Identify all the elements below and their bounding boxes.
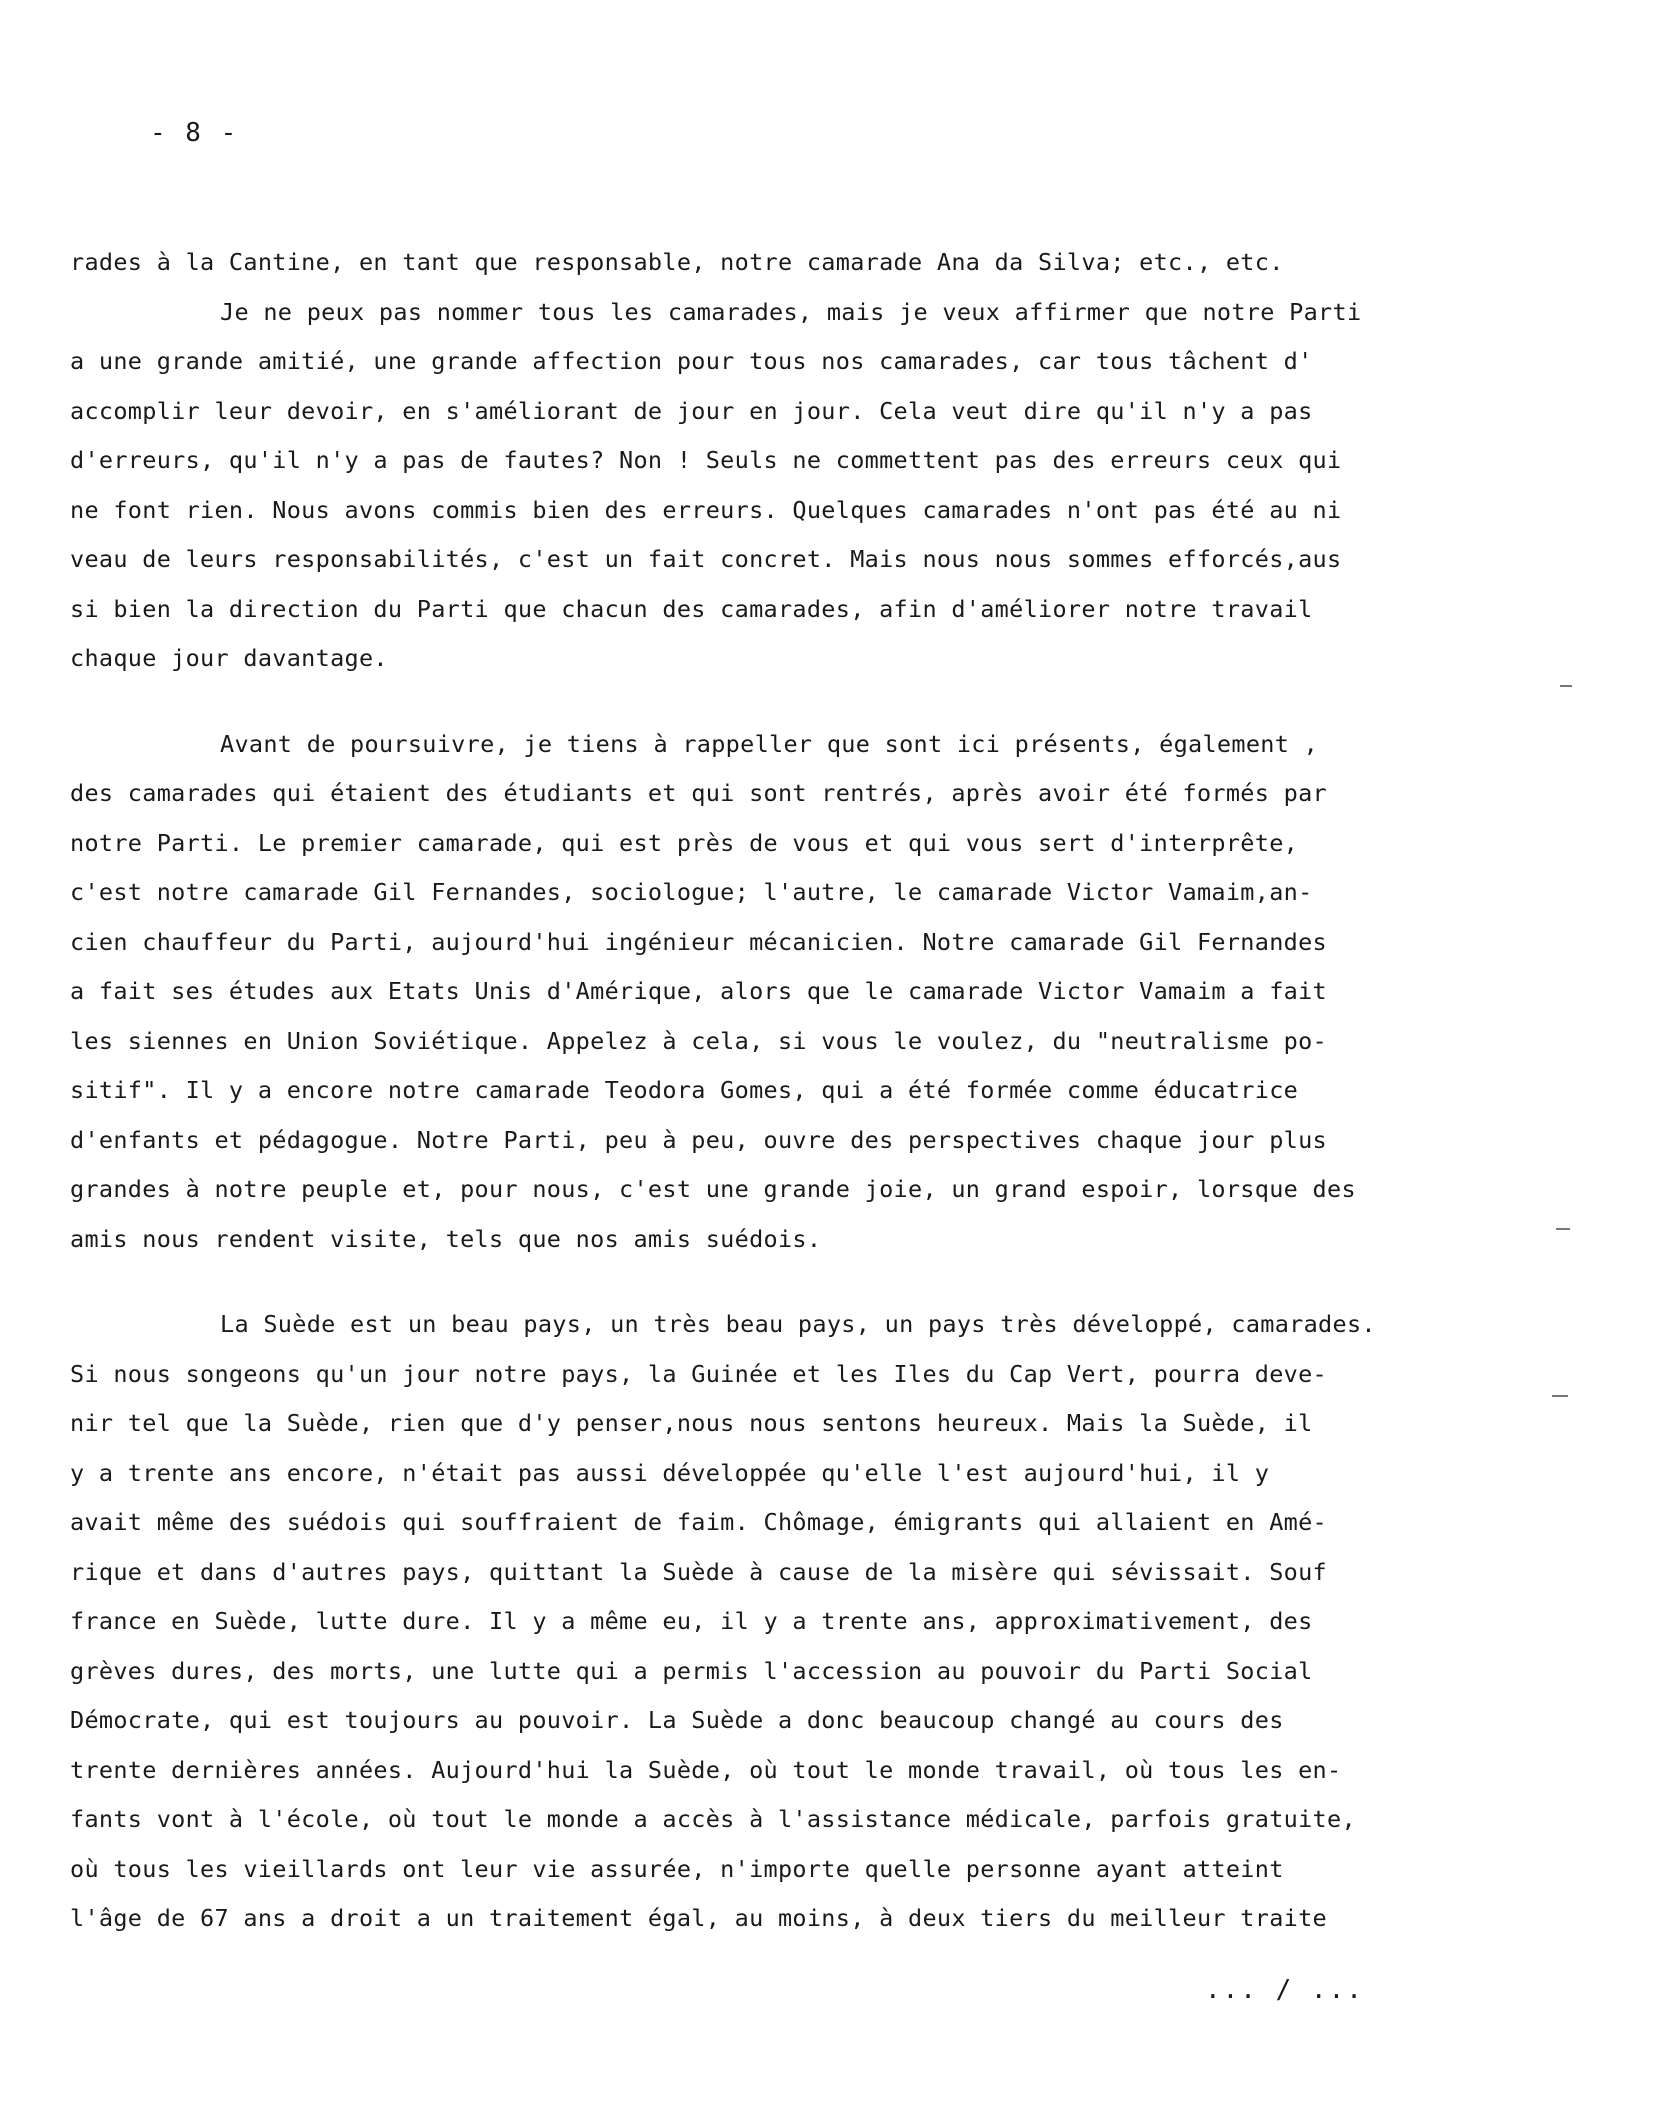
text-line: c'est notre camarade Gil Fernandes, sociologue; l'autre, le camarade Victor Vamaim,an-	[70, 878, 1313, 906]
text-line: veau de leurs responsabilités, c'est un fait concret. Mais nous nous sommes efforcés,aus	[70, 545, 1342, 573]
page-number: - 8 -	[150, 118, 239, 148]
text-line: a fait ses études aux Etats Unis d'Amérique, alors que le camarade Victor Vamaim a fait	[70, 977, 1327, 1005]
text-line: grèves dures, des morts, une lutte qui a permis l'accession au pouvoir du Parti Social	[70, 1656, 1313, 1685]
text-line: amis nous rendent visite, tels que nos amis suédois.	[70, 1224, 822, 1253]
text-line: a une grande amitié, une grande affection pour tous nos camarades, car tous tâchent d'	[70, 347, 1313, 375]
text-line: ne font rien. Nous avons commis bien des erreurs. Quelques camarades n'ont pas été au ni	[70, 495, 1342, 524]
scan-speck	[1552, 1395, 1568, 1397]
text-line: france en Suède, lutte dure. Il y a même eu, il y a trente ans, approximativement, des	[70, 1607, 1313, 1635]
text-line: nir tel que la Suède, rien que d'y penser,nous nous sentons heureux. Mais la Suède, il	[70, 1409, 1313, 1437]
text-line: rades à la Cantine, en tant que responsable, notre camarade Ana da Silva; etc., etc.	[70, 248, 1284, 276]
text-line: d'erreurs, qu'il n'y a pas de fautes? Non ! Seuls ne commettent pas des erreurs ceux qui	[70, 446, 1342, 474]
paragraph-3	[70, 720, 1470, 1265]
text-line: notre Parti. Le premier camarade, qui est près de vous et qui vous sert d'interprête,	[70, 828, 1299, 857]
paragraph-1	[70, 238, 1470, 288]
text-line: Je ne peux pas nommer tous les camarades, mais je veux affirmer que notre Parti	[220, 297, 1362, 326]
text-line: rique et dans d'autres pays, quittant la Suède à cause de la misère qui sévissait. Souf	[70, 1557, 1327, 1586]
text-line: accomplir leur devoir, en s'améliorant de jour en jour. Cela veut dire qu'il n'y a pas	[70, 396, 1313, 425]
text-line: les siennes en Union Soviétique. Appelez à cela, si vous le voulez, du "neutralisme po-	[70, 1026, 1327, 1055]
scan-speck	[1556, 1228, 1570, 1230]
text-line: Démocrate, qui est toujours au pouvoir. La Suède a donc beaucoup changé au cours des	[70, 1706, 1284, 1734]
scan-speck	[1560, 685, 1572, 687]
continuation-marker: ... / ...	[1205, 1975, 1364, 2005]
text-line: d'enfants et pédagogue. Notre Parti, peu à peu, ouvre des perspectives chaque jour plus	[70, 1125, 1327, 1154]
text-line: y a trente ans encore, n'était pas aussi développée qu'elle l'est aujourd'hui, il y	[70, 1458, 1270, 1487]
paragraph-4	[70, 1300, 1470, 1944]
text-line: grandes à notre peuple et, pour nous, c'est une grande joie, un grand espoir, lorsque des	[70, 1175, 1356, 1203]
text-line: Avant de poursuivre, je tiens à rappeller que sont ici présents, également ,	[220, 729, 1319, 758]
text-line: trente dernières années. Aujourd'hui la Suède, où tout le monde travail, où tous les en-	[70, 1755, 1342, 1784]
text-line: sitif". Il y a encore notre camarade Teodora Gomes, qui a été formée comme éducatrice	[70, 1076, 1299, 1104]
text-line: avait même des suédois qui souffraient de faim. Chômage, émigrants qui allaient en Amé-	[70, 1508, 1327, 1536]
text-line: l'âge de 67 ans a droit a un traitement égal, au moins, à deux tiers du meilleur traite	[70, 1904, 1327, 1932]
text-line: La Suède est un beau pays, un très beau pays, un pays très développé, camarades.	[220, 1310, 1376, 1338]
text-line: chaque jour davantage.	[70, 644, 388, 672]
document-body	[70, 238, 1470, 1944]
text-line: Si nous songeons qu'un jour notre pays, la Guinée et les Iles du Cap Vert, pourra deve-	[70, 1359, 1327, 1388]
paragraph-2	[70, 288, 1470, 684]
text-line: où tous les vieillards ont leur vie assurée, n'importe quelle personne ayant atteint	[70, 1854, 1284, 1883]
text-line: cien chauffeur du Parti, aujourd'hui ingénieur mécanicien. Notre camarade Gil Fernandes	[70, 927, 1327, 956]
text-line: des camarades qui étaient des étudiants et qui sont rentrés, après avoir été formés par	[70, 779, 1327, 807]
text-line: si bien la direction du Parti que chacun des camarades, afin d'améliorer notre travail	[70, 594, 1313, 623]
text-line: fants vont à l'école, où tout le monde a accès à l'assistance médicale, parfois gratuite,	[70, 1805, 1356, 1833]
